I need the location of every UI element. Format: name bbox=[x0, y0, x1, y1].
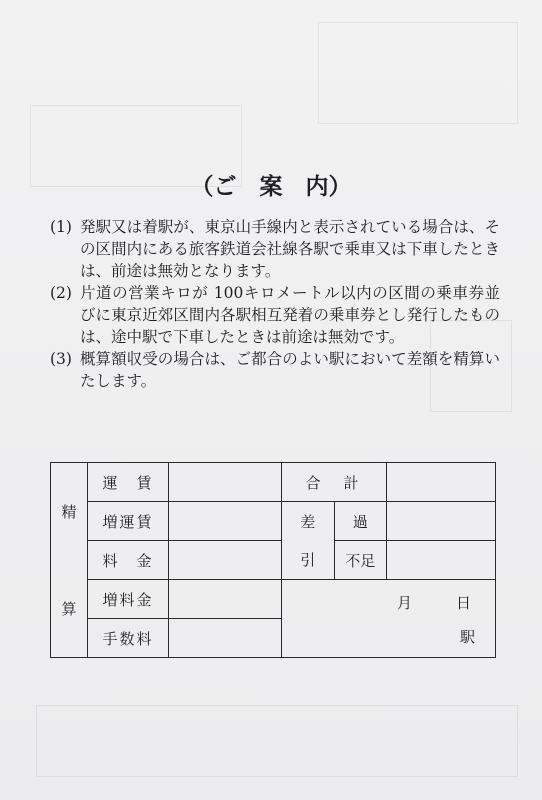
month-label: 月 bbox=[396, 594, 412, 612]
row-label-fee: 手数料 bbox=[88, 619, 169, 658]
notice-item bbox=[50, 216, 500, 282]
row-label-charge: 料 金 bbox=[88, 541, 169, 580]
adjustment-side-label bbox=[51, 463, 88, 658]
notice-item-number: (3) bbox=[50, 350, 72, 368]
station-label: 駅 bbox=[459, 628, 475, 646]
ghost-box-bottom bbox=[36, 705, 518, 777]
notice-item-number: (2) bbox=[50, 284, 72, 302]
notice-item bbox=[50, 282, 500, 348]
row-label-extra-charge: 増料金 bbox=[88, 580, 169, 619]
notice-item-text: 発駅又は着駅が、東京山手線内と表示されている場合は、その区間内にある旅客鉄道会社線各駅で乗車又は下車したときは、前途は無効となります。 bbox=[80, 218, 500, 280]
notice-title: （ご 案 内） bbox=[190, 173, 352, 200]
fee-value-cell bbox=[169, 619, 282, 658]
difference-label-bottom: 引 bbox=[300, 551, 316, 570]
difference-label-top: 差 bbox=[300, 512, 316, 531]
notice-item-text: 概算額収受の場合は、ご都合のよい駅において差額を精算いたします。 bbox=[80, 350, 500, 390]
total-value-cell bbox=[387, 463, 496, 502]
difference-label bbox=[282, 502, 335, 580]
side-label-bottom: 算 bbox=[61, 600, 77, 618]
ghost-box-top-right bbox=[318, 22, 518, 124]
total-label: 合 計 bbox=[282, 463, 387, 502]
fare-value-cell bbox=[169, 463, 282, 502]
day-label: 日 bbox=[455, 594, 471, 612]
row-label-extra-fare: 増運賃 bbox=[88, 502, 169, 541]
side-label-top: 精 bbox=[61, 503, 77, 521]
excess-label: 過 bbox=[334, 502, 387, 541]
notice-item bbox=[50, 348, 500, 392]
extra-charge-value-cell bbox=[169, 580, 282, 619]
notice-list bbox=[50, 216, 500, 392]
shortage-label: 不足 bbox=[334, 541, 387, 580]
row-label-fare: 運 賃 bbox=[88, 463, 169, 502]
shortage-value-cell bbox=[387, 541, 496, 580]
excess-value-cell bbox=[387, 502, 496, 541]
charge-value-cell bbox=[169, 541, 282, 580]
notice-item-text: 片道の営業キロが 100キロメートル以内の区間の乗車券並びに東京近郊区間内各駅相互発着の乗車券とし発行したものは、途中駅で下車したときは前途は無効です。 bbox=[80, 284, 500, 346]
date-row bbox=[353, 592, 471, 613]
notice-item-number: (1) bbox=[50, 218, 72, 236]
extra-fare-value-cell bbox=[169, 502, 282, 541]
date-station-cell bbox=[282, 580, 496, 658]
fare-adjustment-table bbox=[50, 462, 496, 658]
